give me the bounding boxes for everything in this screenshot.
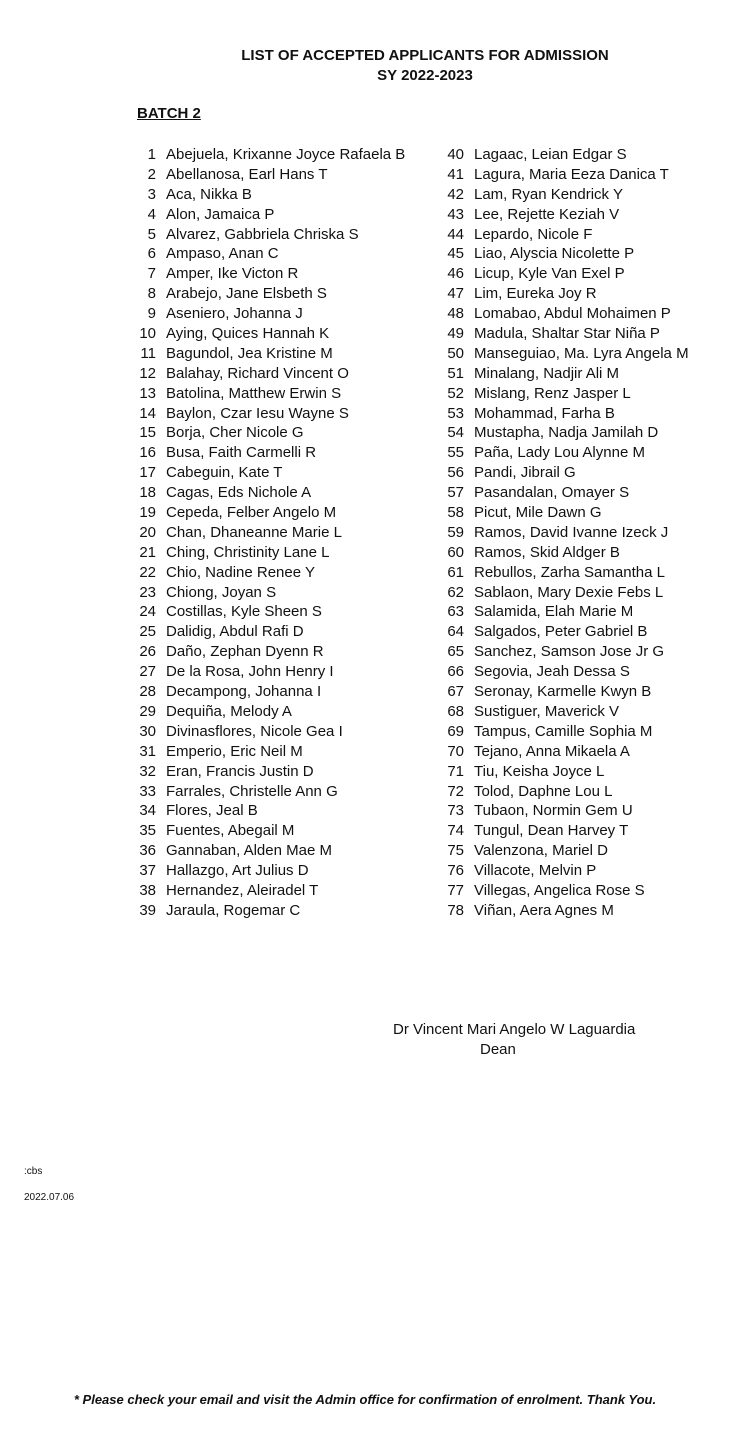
- applicant-number: 76: [447, 862, 464, 880]
- list-item: [132, 801, 432, 821]
- applicant-name: Hallazgo, Art Julius D: [166, 862, 309, 880]
- list-item: [132, 782, 432, 802]
- applicant-number: 23: [139, 583, 156, 601]
- applicant-name: Bagundol, Jea Kristine M: [166, 344, 333, 362]
- applicant-name: Mustapha, Nadja Jamilah D: [474, 424, 659, 442]
- list-item: [132, 861, 432, 881]
- applicant-number: 4: [147, 205, 156, 223]
- applicant-number: 74: [447, 822, 464, 840]
- applicant-number: 55: [447, 444, 464, 462]
- list-item: [440, 225, 740, 245]
- list-item: [132, 205, 432, 225]
- list-item: [132, 364, 432, 384]
- applicant-name: Batolina, Matthew Erwin S: [166, 384, 342, 402]
- applicant-name: Fuentes, Abegail M: [166, 822, 295, 840]
- list-item: [132, 563, 432, 583]
- list-item: [440, 344, 740, 364]
- list-item: [132, 662, 432, 682]
- applicant-name: Alvarez, Gabbriela Chriska S: [166, 225, 359, 243]
- applicant-number: 15: [139, 424, 156, 442]
- applicant-name: Cagas, Eds Nichole A: [166, 484, 312, 502]
- batch-label: BATCH 2: [137, 105, 201, 122]
- applicant-number: 36: [139, 842, 156, 860]
- applicant-name: Chiong, Joyan S: [166, 583, 277, 601]
- list-item: [440, 543, 740, 563]
- applicant-name: Ampaso, Anan C: [166, 245, 279, 263]
- list-item: [440, 901, 740, 921]
- applicant-name: Chan, Dhaneanne Marie L: [166, 523, 342, 541]
- list-item: [132, 344, 432, 364]
- list-item: [440, 682, 740, 702]
- applicant-number: 5: [147, 225, 156, 243]
- applicant-name: Valenzona, Mariel D: [474, 842, 608, 860]
- applicant-number: 61: [447, 563, 464, 581]
- applicant-number: 6: [147, 245, 156, 263]
- applicant-number: 71: [447, 762, 464, 780]
- applicant-number: 28: [139, 683, 156, 701]
- list-item: [132, 762, 432, 782]
- document-title: LIST OF ACCEPTED APPLICANTS FOR ADMISSION: [241, 47, 609, 64]
- applicant-number: 77: [447, 881, 464, 899]
- list-item: [440, 662, 740, 682]
- reference-initials: :cbs: [24, 1166, 43, 1177]
- list-item: [132, 324, 432, 344]
- applicant-number: 66: [447, 663, 464, 681]
- applicant-number: 26: [139, 643, 156, 661]
- applicant-name: Chio, Nadine Renee Y: [166, 563, 315, 581]
- list-item: [440, 881, 740, 901]
- list-item: [440, 324, 740, 344]
- applicant-number: 33: [139, 782, 156, 800]
- applicant-name: Rebullos, Zarha Samantha L: [474, 563, 665, 581]
- applicant-name: Lee, Rejette Keziah V: [474, 205, 620, 223]
- applicant-number: 72: [447, 782, 464, 800]
- applicant-number: 56: [447, 464, 464, 482]
- list-item: [440, 642, 740, 662]
- applicant-name: Tiu, Keisha Joyce L: [474, 762, 605, 780]
- list-item: [132, 284, 432, 304]
- applicant-number: 37: [139, 862, 156, 880]
- list-item: [440, 622, 740, 642]
- list-item: [440, 801, 740, 821]
- applicant-number: 24: [139, 603, 156, 621]
- list-item: [440, 821, 740, 841]
- applicant-number: 75: [447, 842, 464, 860]
- list-item: [440, 583, 740, 603]
- applicant-name: Sanchez, Samson Jose Jr G: [474, 643, 665, 661]
- applicant-name: Cabeguin, Kate T: [166, 464, 283, 482]
- list-item: [440, 702, 740, 722]
- applicant-name: Picut, Mile Dawn G: [474, 504, 602, 522]
- applicant-name: Sablaon, Mary Dexie Febs L: [474, 583, 664, 601]
- applicant-name: Lagura, Maria Eeza Danica T: [474, 165, 669, 183]
- signatory-name: Dr Vincent Mari Angelo W Laguardia: [393, 1021, 636, 1038]
- list-item: [440, 861, 740, 881]
- applicant-name: Gannaban, Alden Mae M: [166, 842, 332, 860]
- applicant-name: Manseguiao, Ma. Lyra Angela M: [474, 344, 689, 362]
- applicant-name: Busa, Faith Carmelli R: [166, 444, 317, 462]
- applicant-number: 53: [447, 404, 464, 422]
- applicant-number: 62: [447, 583, 464, 601]
- applicant-list-right: [440, 145, 740, 921]
- applicant-number: 11: [140, 344, 156, 362]
- applicant-name: Borja, Cher Nicole G: [166, 424, 304, 442]
- applicant-name: Abejuela, Krixanne Joyce Rafaela B: [166, 146, 406, 163]
- applicant-name: Aseniero, Johanna J: [166, 305, 303, 323]
- list-item: [132, 702, 432, 722]
- applicant-number: 67: [447, 683, 464, 701]
- list-item: [132, 742, 432, 762]
- list-item: [440, 443, 740, 463]
- applicant-name: Tubaon, Normin Gem U: [474, 802, 633, 820]
- applicant-name: Seronay, Karmelle Kwyn B: [474, 683, 652, 701]
- list-item: [132, 483, 432, 503]
- applicant-name: Flores, Jeal B: [166, 802, 258, 820]
- applicant-name: Liao, Alyscia Nicolette P: [474, 245, 635, 263]
- applicant-name: Costillas, Kyle Sheen S: [166, 603, 322, 621]
- applicant-number: 50: [447, 344, 464, 362]
- applicant-number: 47: [447, 285, 464, 303]
- list-item: [440, 722, 740, 742]
- list-item: [440, 145, 740, 165]
- applicant-name: Lim, Eureka Joy R: [474, 285, 597, 303]
- applicant-number: 41: [447, 165, 464, 183]
- list-item: [132, 881, 432, 901]
- applicant-name: Dequiña, Melody A: [166, 702, 292, 720]
- applicant-number: 19: [139, 504, 156, 522]
- list-item: [132, 642, 432, 662]
- applicant-name: Villacote, Melvin P: [474, 862, 597, 880]
- signatory-title: Dean: [480, 1041, 516, 1058]
- applicant-number: 63: [447, 603, 464, 621]
- list-item: [440, 762, 740, 782]
- applicant-name: Tampus, Camille Sophia M: [474, 722, 653, 740]
- applicant-number: 64: [447, 623, 464, 641]
- list-item: [132, 841, 432, 861]
- applicant-name: Sustiguer, Maverick V: [474, 702, 620, 720]
- applicant-number: 78: [447, 901, 464, 919]
- list-item: [440, 304, 740, 324]
- applicant-number: 65: [447, 643, 464, 661]
- applicant-name: Segovia, Jeah Dessa S: [474, 663, 630, 681]
- list-item: [132, 583, 432, 603]
- applicant-number: 30: [139, 722, 156, 740]
- applicant-name: Abellanosa, Earl Hans T: [166, 165, 328, 183]
- list-item: [132, 244, 432, 264]
- list-item: [440, 384, 740, 404]
- applicant-number: 40: [447, 146, 464, 163]
- applicant-name: Pasandalan, Omayer S: [474, 484, 630, 502]
- applicant-name: Baylon, Czar Iesu Wayne S: [166, 404, 349, 422]
- applicant-number: 9: [147, 305, 156, 323]
- applicant-number: 14: [139, 404, 156, 422]
- list-item: [440, 244, 740, 264]
- applicant-name: De la Rosa, John Henry I: [166, 663, 334, 681]
- applicant-number: 12: [139, 364, 156, 382]
- list-item: [440, 503, 740, 523]
- applicant-number: 27: [139, 663, 156, 681]
- applicant-name: Lepardo, Nicole F: [474, 225, 593, 243]
- footer-note: * Please check your email and visit the Admin office for confirmation of enrolment. Thank You.: [73, 1392, 657, 1407]
- applicant-name: Paña, Lady Lou Alynne M: [474, 444, 645, 462]
- list-item: [440, 165, 740, 185]
- applicant-list-left: [132, 145, 432, 921]
- applicant-number: 42: [447, 185, 464, 203]
- applicant-name: Aca, Nikka B: [166, 185, 252, 203]
- applicant-number: 46: [447, 265, 464, 283]
- applicant-name: Aying, Quices Hannah K: [166, 325, 330, 343]
- applicant-name: Emperio, Eric Neil M: [166, 742, 303, 760]
- list-item: [132, 821, 432, 841]
- applicant-name: Mislang, Renz Jasper L: [474, 384, 631, 402]
- applicant-name: Tungul, Dean Harvey T: [474, 822, 629, 840]
- list-item: [132, 423, 432, 443]
- applicant-name: Tejano, Anna Mikaela A: [474, 742, 630, 760]
- list-item: [132, 463, 432, 483]
- applicant-name: Daño, Zephan Dyenn R: [166, 643, 324, 661]
- applicant-number: 3: [147, 185, 156, 203]
- school-year: SY 2022-2023: [377, 67, 473, 84]
- applicant-number: 38: [139, 881, 156, 899]
- applicant-number: 39: [139, 901, 156, 919]
- applicant-name: Arabejo, Jane Elsbeth S: [166, 285, 327, 303]
- list-item: [132, 145, 432, 165]
- list-item: [132, 602, 432, 622]
- applicant-name: Balahay, Richard Vincent O: [166, 364, 349, 382]
- applicant-name: Tolod, Daphne Lou L: [474, 782, 613, 800]
- applicant-number: 31: [139, 742, 156, 760]
- applicant-name: Salamida, Elah Marie M: [474, 603, 634, 621]
- list-item: [132, 404, 432, 424]
- applicant-number: 59: [447, 523, 464, 541]
- applicant-name: Cepeda, Felber Angelo M: [166, 504, 337, 522]
- applicant-number: 45: [447, 245, 464, 263]
- list-item: [132, 722, 432, 742]
- list-item: [440, 782, 740, 802]
- applicant-number: 51: [447, 364, 464, 382]
- list-item: [132, 443, 432, 463]
- applicant-name: Lam, Ryan Kendrick Y: [474, 185, 623, 203]
- list-item: [132, 304, 432, 324]
- applicant-number: 69: [447, 722, 464, 740]
- applicant-number: 52: [447, 384, 464, 402]
- applicant-number: 32: [139, 762, 156, 780]
- applicant-name: Alon, Jamaica P: [166, 205, 275, 223]
- applicant-number: 34: [139, 802, 156, 820]
- applicant-name: Ching, Christinity Lane L: [166, 543, 330, 561]
- applicant-name: Divinasflores, Nicole Gea I: [166, 722, 343, 740]
- list-item: [440, 185, 740, 205]
- applicant-name: Lomabao, Abdul Mohaimen P: [474, 305, 671, 323]
- list-item: [440, 364, 740, 384]
- applicant-name: Madula, Shaltar Star Niña P: [474, 325, 660, 343]
- list-item: [440, 423, 740, 443]
- applicant-name: Pandi, Jibrail G: [474, 464, 576, 482]
- list-item: [440, 602, 740, 622]
- applicant-number: 18: [139, 484, 156, 502]
- applicant-number: 73: [447, 802, 464, 820]
- applicant-number: 58: [447, 504, 464, 522]
- applicant-number: 16: [139, 444, 156, 462]
- list-item: [132, 185, 432, 205]
- applicant-name: Ramos, Skid Aldger B: [474, 543, 620, 561]
- applicant-number: 68: [447, 702, 464, 720]
- applicant-number: 48: [447, 305, 464, 323]
- applicant-number: 49: [447, 325, 464, 343]
- applicant-name: Viñan, Aera Agnes M: [474, 901, 614, 919]
- applicant-number: 10: [139, 325, 156, 343]
- applicant-name: Decampong, Johanna I: [166, 683, 322, 701]
- list-item: [132, 503, 432, 523]
- applicant-number: 54: [447, 424, 464, 442]
- applicant-name: Licup, Kyle Van Exel P: [474, 265, 625, 283]
- list-item: [132, 384, 432, 404]
- applicant-number: 8: [147, 285, 156, 303]
- list-item: [440, 284, 740, 304]
- applicant-name: Hernandez, Aleiradel T: [166, 881, 319, 899]
- list-item: [440, 404, 740, 424]
- list-item: [440, 264, 740, 284]
- applicant-number: 43: [447, 205, 464, 223]
- applicant-number: 70: [447, 742, 464, 760]
- applicant-name: Salgados, Peter Gabriel B: [474, 623, 648, 641]
- applicant-name: Lagaac, Leian Edgar S: [474, 146, 627, 163]
- list-item: [440, 483, 740, 503]
- list-item: [132, 682, 432, 702]
- list-item: [132, 165, 432, 185]
- applicant-name: Ramos, David Ivanne Izeck J: [474, 523, 669, 541]
- list-item: [132, 264, 432, 284]
- applicant-number: 13: [139, 384, 156, 402]
- applicant-number: 25: [139, 623, 156, 641]
- list-item: [132, 901, 432, 921]
- applicant-number: 57: [447, 484, 464, 502]
- list-item: [132, 543, 432, 563]
- applicant-number: 35: [139, 822, 156, 840]
- list-item: [440, 563, 740, 583]
- applicant-name: Farrales, Christelle Ann G: [166, 782, 338, 800]
- applicant-number: 7: [147, 265, 156, 283]
- applicant-number: 20: [139, 523, 156, 541]
- list-item: [440, 205, 740, 225]
- applicant-name: Jaraula, Rogemar C: [166, 901, 301, 919]
- applicant-name: Minalang, Nadjir Ali M: [474, 364, 620, 382]
- applicant-number: 1: [147, 146, 156, 163]
- applicant-name: Amper, Ike Victon R: [166, 265, 299, 283]
- applicant-number: 60: [447, 543, 464, 561]
- applicant-name: Dalidig, Abdul Rafi D: [166, 623, 304, 641]
- list-item: [440, 742, 740, 762]
- applicant-number: 22: [139, 563, 156, 581]
- list-item: [440, 463, 740, 483]
- list-item: [132, 523, 432, 543]
- list-item: [132, 622, 432, 642]
- list-item: [440, 523, 740, 543]
- applicant-number: 21: [139, 543, 156, 561]
- applicant-number: 29: [139, 702, 156, 720]
- applicant-number: 17: [139, 464, 156, 482]
- applicant-number: 44: [447, 225, 464, 243]
- list-item: [132, 225, 432, 245]
- applicant-name: Eran, Francis Justin D: [166, 762, 314, 780]
- reference-date: 2022.07.06: [24, 1192, 75, 1203]
- applicant-number: 2: [147, 165, 156, 183]
- applicant-name: Villegas, Angelica Rose S: [474, 881, 645, 899]
- list-item: [440, 841, 740, 861]
- applicant-name: Mohammad, Farha B: [474, 404, 615, 422]
